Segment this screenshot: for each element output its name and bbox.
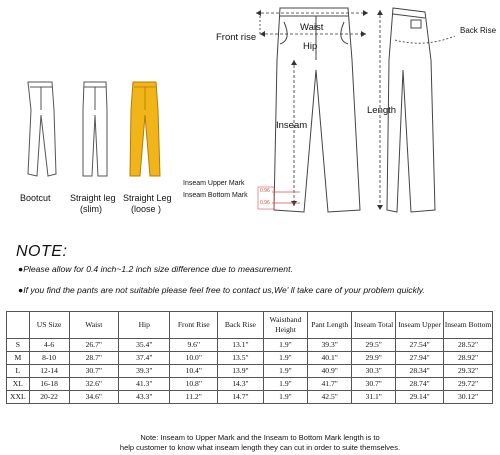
table-cell: 4-6 [29, 339, 69, 352]
table-cell: 30.7" [69, 365, 119, 378]
bootcut-pants-icon [28, 82, 56, 176]
table-cell: 1.9" [263, 391, 307, 404]
straight-slim-pants-icon [83, 82, 107, 176]
note-line-1: ●Please allow for 0.4 inch~1.2 inch size difference due to measurement. [18, 264, 293, 274]
table-cell: 41.7" [308, 378, 352, 391]
table-cell: 26.7" [69, 339, 119, 352]
table-cell: 34.6" [69, 391, 119, 404]
table-cell: 27.54" [396, 339, 444, 352]
table-cell: 10.4" [170, 365, 218, 378]
footer-note [100, 433, 420, 453]
table-cell: 28.92" [444, 352, 493, 365]
table-cell: XL [7, 378, 30, 391]
table-cell: 12-14 [29, 365, 69, 378]
style-label-bootcut: Bootcut [20, 193, 51, 203]
table-header-cell: Inseam Upper [396, 312, 444, 339]
table-cell: 13.9" [218, 365, 264, 378]
table-cell: 14.7" [218, 391, 264, 404]
label-inseam: Inseam [276, 120, 308, 131]
table-cell: 29.9" [352, 352, 396, 365]
table-cell: 37.4" [119, 352, 170, 365]
label-upper-mark-value: 0.96 [260, 188, 270, 194]
table-cell: 1.9" [263, 352, 307, 365]
back-pants-outline [387, 8, 435, 212]
footer-note-line-2: help customer to know what inseam length they can cut in order to suite themselves. [119, 443, 401, 452]
table-cell: 13.1" [218, 339, 264, 352]
table-cell: 29.32" [444, 365, 493, 378]
table-row [7, 339, 493, 352]
note-title: NOTE: [16, 243, 68, 260]
table-cell: 30.3" [352, 365, 396, 378]
table-cell: 13.5" [218, 352, 264, 365]
table-cell: 14.3" [218, 378, 264, 391]
table-cell: 42.5" [308, 391, 352, 404]
label-bottom-mark-value: 0.96 [260, 200, 270, 206]
table-cell: 20-22 [29, 391, 69, 404]
label-hip: Hip [303, 41, 318, 52]
size-chart-table [6, 311, 493, 404]
table-cell: 41.3" [119, 378, 170, 391]
table-cell: 10.0" [170, 352, 218, 365]
table-cell: 28.34" [396, 365, 444, 378]
label-inseam-upper-mark: Inseam Upper Mark [183, 180, 245, 187]
table-cell: 29.5" [352, 339, 396, 352]
table-header-cell: US Size [29, 312, 69, 339]
table-row [7, 391, 493, 404]
label-length: Length [367, 105, 397, 116]
note-line-2: ●If you find the pants are not suitable please feel free to contact us,We' ll take care of your problem quickly. [18, 285, 425, 295]
front-pants-outline [274, 8, 360, 212]
table-header-cell: Inseam Total [352, 312, 396, 339]
table-cell: 28.74" [396, 378, 444, 391]
table-cell: XXL [7, 391, 30, 404]
style-label-straight-loose-sub: (loose ) [131, 204, 162, 214]
style-label-straight-loose: Straight Leg [123, 193, 172, 203]
table-cell: S [7, 339, 30, 352]
table-header-row [7, 312, 493, 339]
table-cell: 8-10 [29, 352, 69, 365]
table-cell: 29.14" [396, 391, 444, 404]
table-cell: 11.2" [170, 391, 218, 404]
table-cell: 40.1" [308, 352, 352, 365]
table-cell: M [7, 352, 30, 365]
table-header-cell: Pant Length [308, 312, 352, 339]
table-cell: 28.7" [69, 352, 119, 365]
table-cell: 31.1" [352, 391, 396, 404]
back-pants-diagram [385, 0, 465, 225]
back-rise-curve [395, 36, 455, 43]
table-header-cell: Hip [119, 312, 170, 339]
footer-note-line-1: Note: Inseam to Upper Mark and the Inseam to Bottom Mark length is to [140, 433, 380, 442]
table-row [7, 365, 493, 378]
label-waist: Waist [300, 22, 324, 33]
table-cell: 28.52" [444, 339, 493, 352]
table-cell: 43.3" [119, 391, 170, 404]
pants-style-illustrations [10, 70, 190, 190]
table-cell: 30.7" [352, 378, 396, 391]
table-row [7, 352, 493, 365]
table-cell: 1.9" [263, 339, 307, 352]
table-header-cell [7, 312, 30, 339]
table-header-cell: Front Rise [170, 312, 218, 339]
style-label-straight-slim-sub: (slim) [80, 204, 102, 214]
table-cell: 35.4" [119, 339, 170, 352]
table-header-cell: Waistband Height [263, 312, 307, 339]
table-header-cell: Back Rise [218, 312, 264, 339]
table-cell: 40.9" [308, 365, 352, 378]
table-cell: 10.8" [170, 378, 218, 391]
label-inseam-bottom-mark: Inseam Bottom Mark [183, 192, 248, 199]
table-cell: 27.94" [396, 352, 444, 365]
table-cell: 9.6" [170, 339, 218, 352]
table-cell: 1.9" [263, 365, 307, 378]
label-front-rise: Front rise [216, 32, 257, 43]
table-cell: 39.3" [119, 365, 170, 378]
table-cell: 29.72" [444, 378, 493, 391]
table-cell: 30.12" [444, 391, 493, 404]
table-header-cell: Inseam Bottom [444, 312, 493, 339]
label-back-rise: Back Rise [460, 26, 497, 35]
table-cell: L [7, 365, 30, 378]
table-header-cell: Waist [69, 312, 119, 339]
table-cell: 16-18 [29, 378, 69, 391]
style-label-straight-slim: Straight leg [70, 193, 116, 203]
table-cell: 1.9" [263, 378, 307, 391]
table-cell: 39.3" [308, 339, 352, 352]
table-cell: 32.6" [69, 378, 119, 391]
table-row [7, 378, 493, 391]
straight-loose-pants-icon [130, 82, 160, 176]
